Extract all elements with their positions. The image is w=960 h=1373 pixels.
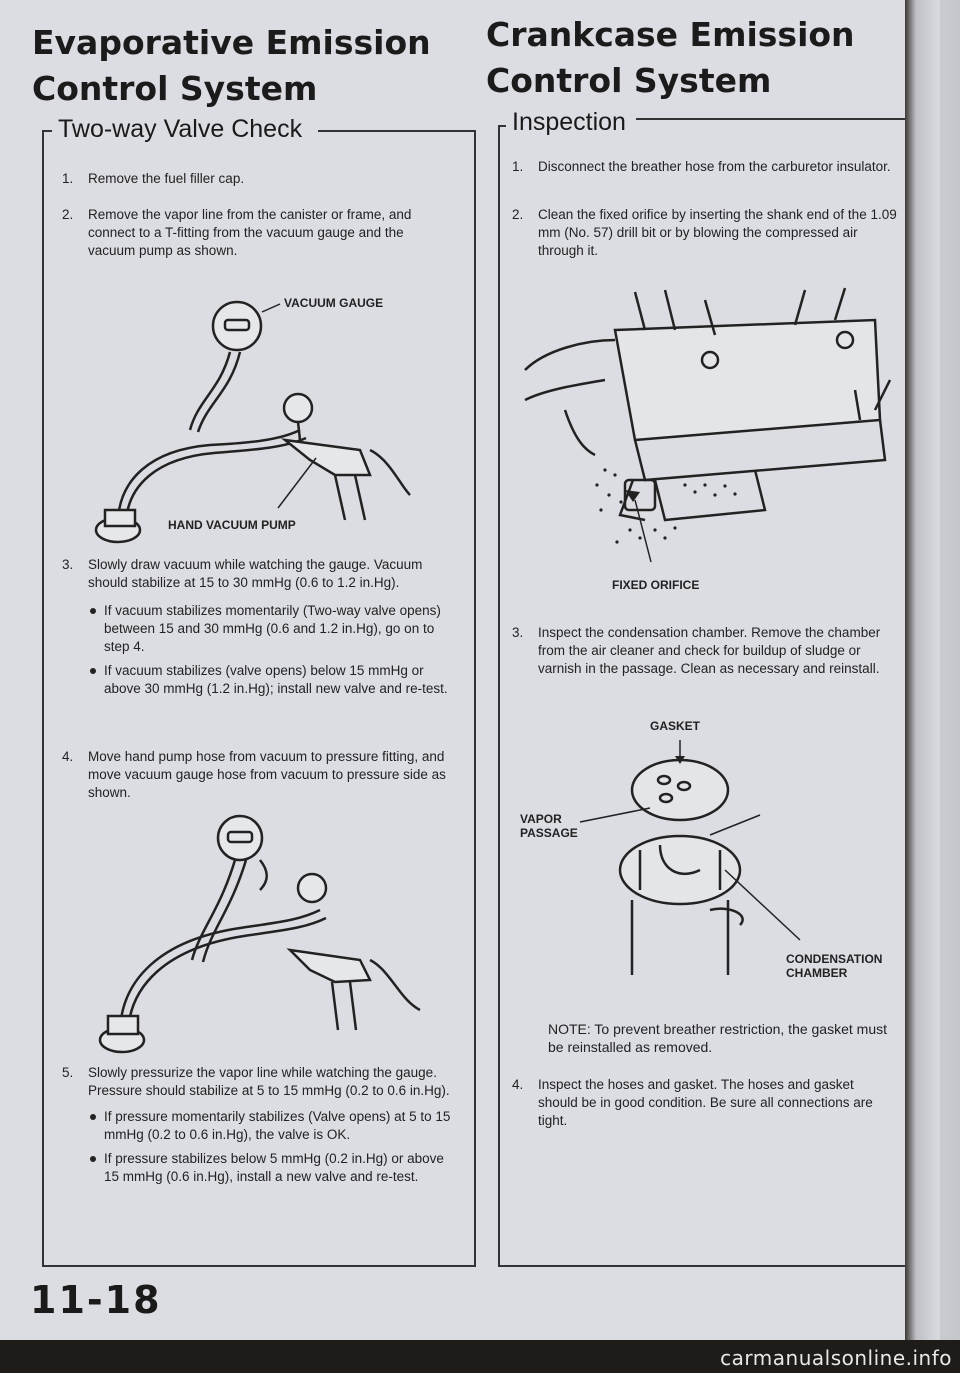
step-text: Inspect the condensation chamber. Remove the chamber from the air cleaner and check for buildup of sludge or varnish in the passage. Clean as necessary and reinstall. [538,625,881,676]
fixed-orifice-illustration [505,280,900,570]
condensation-chamber-leader-2 [710,815,760,835]
condensation-chamber-label-1: CONDENSATION [786,952,883,966]
left-heading-line1: Evaporative Emission [32,23,431,62]
bullet-item: If vacuum stabilizes (valve opens) below 15 mmHg or above 30 mmHg (1.2 in.Hg); install new valve and re-test. [88,662,452,698]
step-number: 3. [512,625,524,640]
left-step-2 [62,206,452,260]
step-text: Clean the fixed orifice by inserting the shank end of the 1.09 mm (No. 57) drill bit or by blowing the compressed air through it. [538,207,897,258]
step-text: Inspect the hoses and gasket. The hoses and gasket should be in good condition. Be sure all connections are tight. [538,1077,873,1128]
bullet-item: If pressure momentarily stabilizes (Valve opens) at 5 to 15 mmHg (0.2 to 0.6 in.Hg), the valve is OK. [88,1108,452,1144]
right-section-title: Inspection [506,108,632,137]
step-text: Move hand pump hose from vacuum to pressure fitting, and move vacuum gauge hose from vacuum to pressure side as shown. [88,749,446,800]
vapor-passage-label-2: PASSAGE [520,826,578,840]
left-step-4 [62,748,452,802]
step-number: 2. [512,207,524,222]
right-step-1 [512,158,897,176]
pressure-check-illustration [100,810,440,1060]
step-number: 4. [512,1077,524,1092]
step-number: 2. [62,207,74,222]
bullet-item: If vacuum stabilizes momentarily (Two-way valve opens) between 15 and 30 mmHg (0.6 and 1.2 in.Hg), go on to step 4. [88,602,452,656]
vacuum-gauge-label: VACUUM GAUGE [284,296,384,310]
pump-leader [278,458,316,508]
left-top-rule-b [318,130,474,132]
right-heading-line2: Control System [486,61,772,100]
vacuum-check-illustration [80,280,440,550]
right-step-2 [512,206,897,260]
right-step-3 [512,624,897,678]
right-step-4 [512,1076,897,1130]
gauge-leader [262,304,280,312]
condensation-chamber-label-2: CHAMBER [786,966,848,980]
step-text: Slowly draw vacuum while watching the gauge. Vacuum should stabilize at 15 to 30 mmHg (0.6 to 1.2 in.Hg). [88,557,423,590]
right-heading-line1: Crankcase Emission [486,15,855,54]
left-step-5 [62,1064,452,1186]
bullet-item: If pressure stabilizes below 5 mmHg (0.2 in.Hg) or above 15 mmHg (0.6 in.Hg), install a new valve and re-test. [88,1150,452,1186]
right-note [548,1020,903,1056]
step-number: 3. [62,557,74,572]
left-step-1 [62,170,452,188]
condensation-chamber-illustration [560,740,890,980]
hand-vacuum-pump-label: HAND VACUUM PUMP [168,518,296,532]
condensation-chamber-leader [725,870,800,940]
watermark-text: carmanualsonline.info [720,1346,952,1370]
note-text: NOTE: To prevent breather restriction, the gasket must be reinstalled as removed. [548,1021,888,1055]
right-top-rule-b [636,118,906,120]
page-number: 11-18 [30,1278,162,1322]
gasket-label: GASKET [650,719,701,733]
step-number: 5. [62,1065,74,1080]
fixed-orifice-label: FIXED ORIFICE [612,578,700,592]
step-number: 1. [512,159,524,174]
step-number: 4. [62,749,74,764]
left-step-3 [62,556,452,698]
step-text: Disconnect the breather hose from the carburetor insulator. [538,159,891,174]
adjacent-page-strip [940,0,960,1373]
step-text: Slowly pressurize the vapor line while watching the gauge. Pressure should stabilize at 5 to 15 mmHg (0.2 to 0.6 in.Hg). [88,1065,450,1098]
step-text: Remove the fuel filler cap. [88,171,245,186]
step-number: 1. [62,171,74,186]
vapor-passage-leader [580,808,650,822]
left-heading-line2: Control System [32,69,318,108]
vapor-passage-label-1: VAPOR [520,812,562,826]
left-section-title: Two-way Valve Check [52,115,308,144]
step-text: Remove the vapor line from the canister or frame, and connect to a T-fitting from the vacuum gauge and the vacuum pump as shown. [88,207,412,258]
